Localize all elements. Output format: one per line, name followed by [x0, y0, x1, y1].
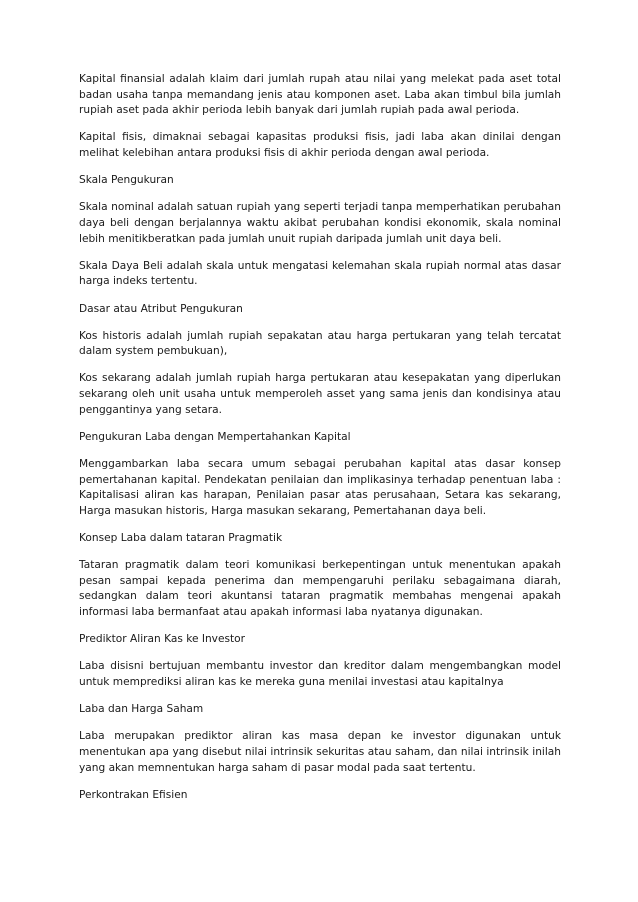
- heading-konsep-laba-pragmatik: Konsep Laba dalam tataran Pragmatik: [79, 532, 283, 544]
- heading-pengukuran-laba: Pengukuran Laba dengan Mempertahankan Kapital: [79, 430, 351, 443]
- paragraph-skala-nominal: Skala nominal adalah satuan rupiah yang seperti terjadi tanpa memperhatikan perubahan daya beli dengan berjalannya waktu akibat perubahan kondisi ekonomik, skala nominal lebih menitikberatkan pada jumlah unuit rupiah daripada jumlah unit daya beli.: [79, 201, 561, 245]
- paragraph-laba-prediktor: Laba merupakan prediktor aliran kas masa depan ke investor digunakan untuk menentukan apa yang disebut nilai intrinsik sekuritas atau saham, dan nilai intrinsik inilah yang akan memnentukan harga saham di pasar modal pada saat tertentu.: [79, 730, 561, 774]
- heading-dasar-atribut-pengukuran: Dasar atau Atribut Pengukuran: [79, 302, 243, 315]
- document-body: [79, 72, 561, 815]
- paragraph-kos-historis: Kos historis adalah jumlah rupiah sepakatan atau harga pertukaran yang telah tercatat dalam system pembukuan),: [79, 329, 561, 358]
- heading-prediktor-aliran-kas: Prediktor Aliran Kas ke Investor: [79, 633, 245, 646]
- heading-laba-harga-saham: Laba dan Harga Saham: [79, 703, 204, 716]
- paragraph-kapital-finansial: Kapital finansial adalah klaim dari jumlah rupah atau nilai yang melekat pada aset total badan usaha tanpa memandang jenis atau komponen aset. Laba akan timbul bila jumlah rupiah aset pada akhir perioda lebih banyak dari jumlah rupiah pada awal perioda.: [79, 73, 561, 117]
- paragraph-menggambarkan-laba: Menggambarkan laba secara umum sebagai perubahan kapital atas dasar konsep pemertahanan kapital. Pendekatan penilaian dan implikasinya terhadap penentuan laba : Kapitalisasi aliran kas harapan, Penilaian pasar atas perusahaan, Setara kas sekarang, Harga masukan historis, Harga masukan sekarang, Pemertahanan daya beli.: [79, 458, 561, 517]
- heading-skala-pengukuran: Skala Pengukuran: [79, 174, 174, 187]
- paragraph-tataran-pragmatik: Tataran pragmatik dalam teori komunikasi berkepentingan untuk menentukan apakah pesan sampai kepada penerima dan mempengaruhi perilaku sebagaimana diarah, sedangkan dalam teori akuntansi tataran pragmatik membahas mengenai apakah informasi laba bermanfaat atau apakah informasi laba nyatanya digunakan.: [79, 559, 561, 618]
- paragraph-skala-daya-beli: Skala Daya Beli adalah skala untuk mengatasi kelemahan skala rupiah normal atas dasar harga indeks tertentu.: [79, 259, 561, 288]
- paragraph-laba-disisni: Laba disisni bertujuan membantu investor dan kreditor dalam mengembangkan model untuk memprediksi aliran kas ke mereka guna menilai investasi atau kapitalnya: [79, 660, 561, 688]
- paragraph-kapital-fisis: Kapital fisis, dimaknai sebagai kapasitas produksi fisis, jadi laba akan dinilai dengan melihat kelebihan antara produksi fisis di akhir perioda dengan awal perioda.: [79, 131, 561, 159]
- paragraph-kos-sekarang: Kos sekarang adalah jumlah rupiah harga pertukaran atau kesepakatan yang diperlukan sekarang oleh unit usaha untuk memperoleh asset yang sama jenis dan kondisinya atau penggantinya yang setara.: [79, 372, 561, 416]
- heading-perkontrakan-efisien: Perkontrakan Efisien: [79, 788, 188, 801]
